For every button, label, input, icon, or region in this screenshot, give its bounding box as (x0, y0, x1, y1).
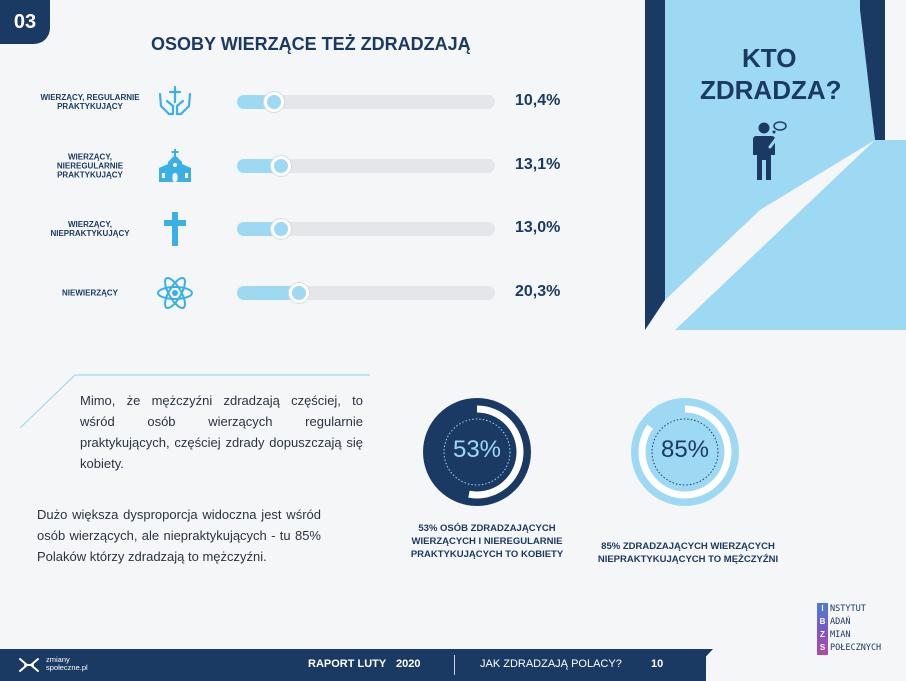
paragraph-1: Mimo, że mężczyźni zdradzają częściej, to wśród osób wierzących regularnie praktykujących, częściej zdrady dopuszczają się kobiety. (80, 393, 363, 471)
row-value: 13,1% (515, 156, 561, 173)
ibzs-word: MIAN (830, 630, 851, 640)
page-number: 10 (651, 658, 664, 670)
ibzs-logo (817, 603, 902, 655)
zmiany-logo-text (46, 656, 88, 672)
zmiany-logo-icon (18, 656, 40, 674)
donut-women (422, 397, 532, 507)
bar-knob (271, 156, 291, 176)
ibzs-word: POŁECZNYCH (830, 643, 882, 653)
donut-caption-men: 85% ZDRADZAJĄCYCH WIERZĄCYCH NIEPRAKTYKUJĄCYCH TO MĘŻCZYŹNI (597, 541, 779, 565)
ibzs-letter: S (819, 643, 826, 652)
footer-separator (454, 655, 455, 675)
row-value: 20,3% (515, 283, 561, 300)
ibzs-letter: I (821, 604, 824, 613)
footer-subtitle: JAK ZDRADZAJĄ POLACY? (480, 658, 622, 670)
row-label: WIERZĄCY, NIEPRAKTYKUJĄCY (50, 220, 130, 238)
stat-row-irregular (40, 146, 580, 186)
bar-knob (271, 219, 291, 239)
row-label: NIEWIERZĄCY (62, 288, 118, 298)
ibzs-word: NSTYTUT (830, 604, 866, 614)
praying-hands-cross-icon (155, 84, 195, 120)
thinking-person-icon (748, 120, 788, 182)
footer-year: 2020 (396, 658, 421, 670)
footer (0, 649, 906, 681)
stat-row-regular (40, 82, 580, 122)
atom-icon (155, 275, 195, 311)
ibzs-letter: B (819, 617, 826, 626)
row-value: 13,0% (515, 219, 561, 236)
footer-corner (683, 649, 713, 681)
donut-caption-women: 53% OSÓB ZDRADZAJĄCYCH WIERZĄCYCH I NIEREGULARNIE PRAKTYKUJĄCYCH TO KOBIETY (410, 523, 564, 560)
page-title: OSOBY WIERZĄCE TEŻ ZDRADZAJĄ (151, 34, 471, 54)
bar-track (237, 222, 495, 236)
bar-track (237, 159, 495, 173)
row-value: 10,4% (515, 92, 561, 109)
footer-report: RAPORT LUTY (308, 658, 387, 670)
side-title-line1: KTO (742, 43, 797, 73)
bar-knob (264, 92, 284, 112)
donut-value: 85% (660, 436, 710, 463)
bar-track (237, 95, 495, 109)
donut-value: 53% (452, 436, 502, 463)
row-label: WIERZĄCY, NIEREGULARNIE PRAKTYKUJĄCY (56, 152, 124, 180)
page-section-badge: 03 (0, 0, 50, 44)
side-title (700, 42, 842, 106)
bar-track (237, 286, 495, 300)
logo-line: zmiany (46, 655, 70, 664)
stat-row-nonpracticing (40, 209, 580, 249)
ibzs-word: ADAŃ (830, 617, 851, 627)
church-icon (155, 148, 195, 184)
ibzs-letter: Z (820, 630, 825, 639)
donut-men (630, 397, 740, 507)
row-label: WIERZĄCY, REGULARNIE PRAKTYKUJĄCY (40, 93, 140, 111)
stat-row-nonbeliever (40, 273, 580, 313)
side-title-line2: ZDRADZA? (700, 75, 842, 105)
cross-icon (155, 211, 195, 247)
logo-line: społeczne.pl (46, 663, 88, 672)
paragraph-2: Dużo większa dysproporcja widoczna jest wśród osób wierzących, ale niepraktykujących - tu 85% Polaków którzy zdradzają to mężczyźni. (37, 507, 321, 564)
bar-knob (289, 283, 309, 303)
